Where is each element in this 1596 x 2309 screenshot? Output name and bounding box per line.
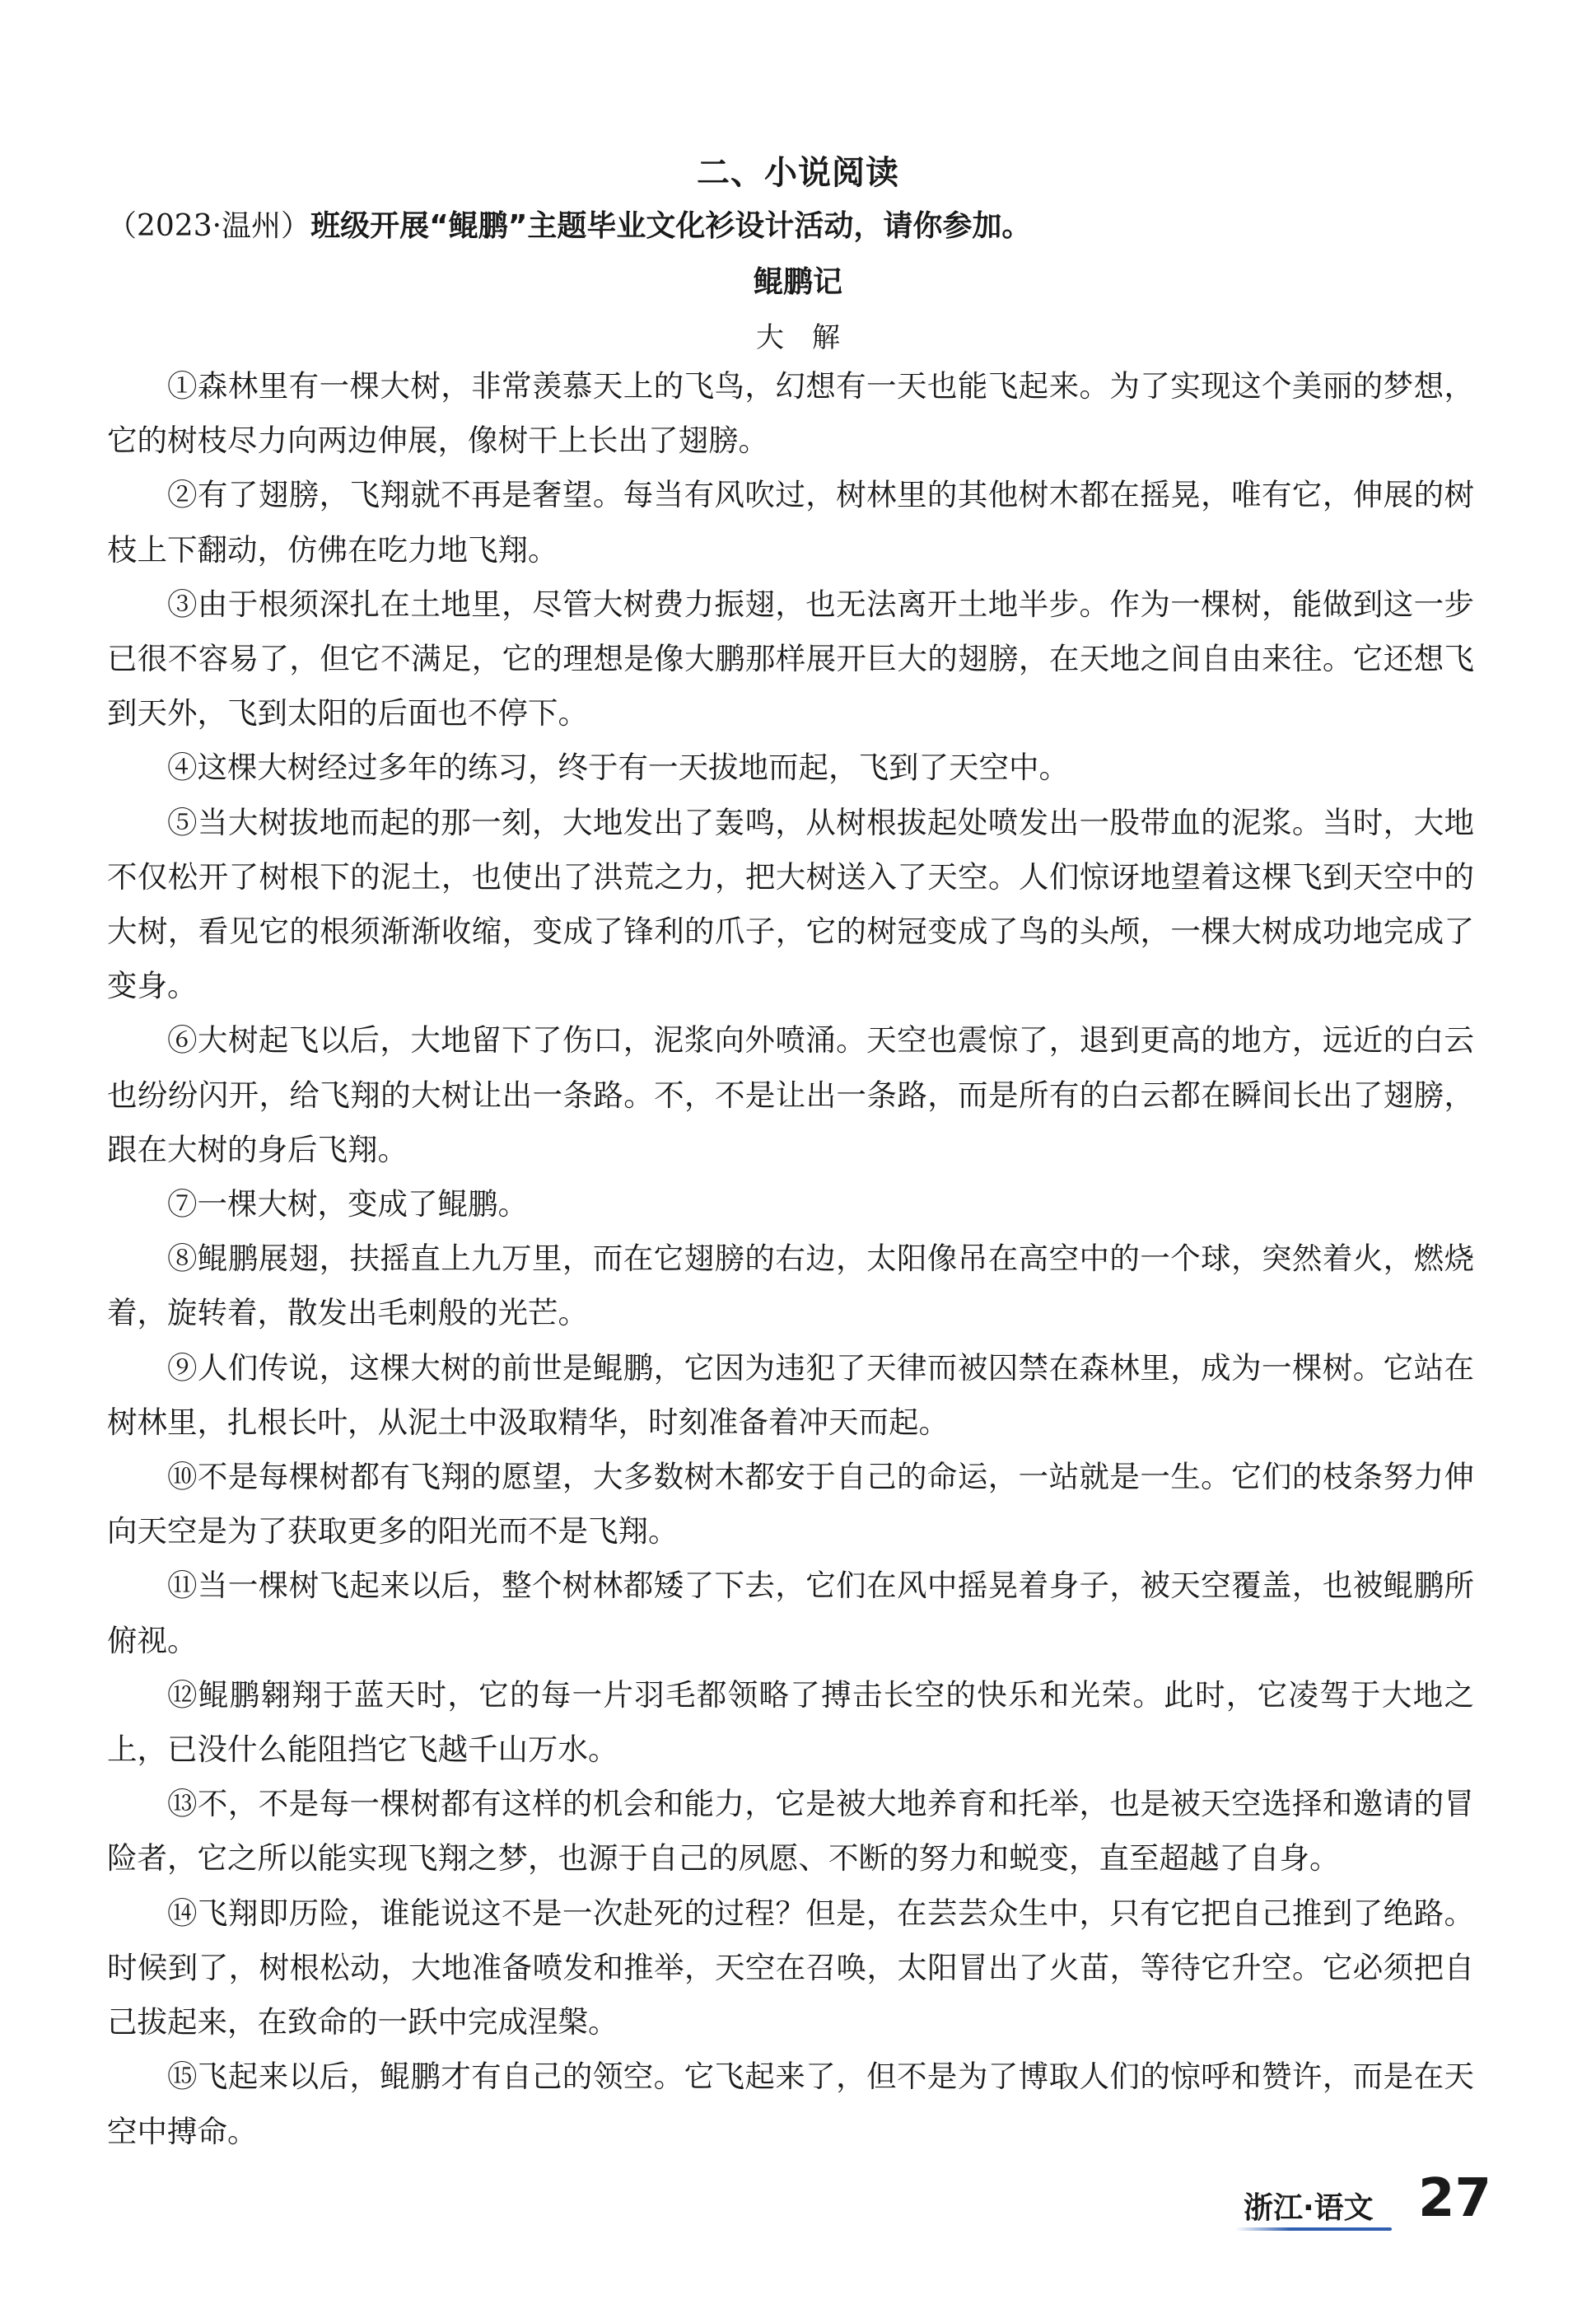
- question-intro: [107, 203, 1507, 245]
- paragraph-8: ⑧鲲鹏展翅，扶摇直上九万里，而在它翅膀的右边，太阳像吊在高空中的一个球，突然着火，燃烧着，旋转着，散发出毛刺般的光芒。: [107, 1241, 1474, 1331]
- paragraph-15: ⑮飞起来以后，鲲鹏才有自己的领空。它飞起来了，但不是为了博取人们的惊呼和赞许，而是在天空中搏命。: [107, 2059, 1474, 2149]
- story-title: 鲲鹏记: [753, 265, 842, 299]
- story-author: 大解: [756, 321, 868, 354]
- paragraph-3: ③由于根须深扎在土地里，尽管大树费力振翅，也无法离开土地半步。作为一棵树，能做到这一步已很不容易了，但它不满足，它的理想是像大鹏那样展开巨大的翅膀，在天地之间自由来往。它还想飞到天外，飞到太阳的后面也不停下。: [107, 586, 1474, 731]
- paragraph-13: ⑬不，不是每一棵树都有这样的机会和能力，它是被大地养育和托举，也是被天空选择和邀请的冒险者，它之所以能实现飞翔之梦，也源于自己的夙愿、不断的努力和蜕变，直至超越了自身。: [107, 1786, 1474, 1877]
- page-footer: [1235, 2168, 1499, 2239]
- footer-underline: [1235, 2227, 1392, 2231]
- paragraph-9: ⑨人们传说，这棵大树的前世是鲲鹏，它因为违犯了天律而被囚禁在森林里，成为一棵树。它站在树林里，扎根长叶，从泥土中汲取精华，时刻准备着冲天而起。: [107, 1349, 1474, 1440]
- paragraph-6: ⑥大树起飞以后，大地留下了伤口，泥浆向外喷涌。天空也震惊了，退到更高的地方，远近的白云也纷纷闪开，给飞翔的大树让出一条路。不，不是让出一条路，而是所有的白云都在瞬间长出了翅膀，跟在大树的身后飞翔。: [107, 1022, 1474, 1167]
- paragraph-14: ⑭飞翔即历险，谁能说这不是一次赴死的过程？但是，在芸芸众生中，只有它把自己推到了绝路。时候到了，树根松动，大地准备喷发和推举，天空在召唤，太阳冒出了火苗，等待它升空。它必须把自己拔起来，在致命的一跃中完成涅槃。: [107, 1895, 1474, 2040]
- book-label: 浙江·语文: [1244, 2191, 1374, 2225]
- paragraph-12: ⑫鲲鹏翱翔于蓝天时，它的每一片羽毛都领略了搏击长空的快乐和光荣。此时，它凌驾于大地之上，已没什么能阻挡它飞越千山万水。: [107, 1676, 1474, 1768]
- paragraph-1: ①森林里有一棵大树，非常羡慕天上的飞鸟，幻想有一天也能飞起来。为了实现这个美丽的梦想，它的树枝尽力向两边伸展，像树干上长出了翅膀。: [107, 368, 1474, 459]
- paragraph-4: ④这棵大树经过多年的练习，终于有一天拔地而起，飞到了天空中。: [167, 750, 1069, 786]
- story-body: [107, 359, 1474, 2159]
- page-number: 27: [1418, 2168, 1492, 2229]
- exam-source: （2023·温州）: [107, 209, 311, 243]
- paragraph-2: ②有了翅膀，飞翔就不再是奢望。每当有风吹过，树林里的其他树木都在摇晃，唯有它，伸展的树枝上下翻动，仿佛在吃力地飞翔。: [107, 477, 1474, 568]
- paragraph-7: ⑦一棵大树，变成了鲲鹏。: [167, 1186, 528, 1222]
- task-instruction: 班级开展“鲲鹏”主题毕业文化衫设计活动，请你参加。: [310, 209, 1032, 243]
- paragraph-10: ⑩不是每棵树都有飞翔的愿望，大多数树木都安于自己的命运，一站就是一生。它们的枝条努力伸向天空是为了获取更多的阳光而不是飞翔。: [107, 1459, 1474, 1549]
- paragraph-11: ⑪当一棵树飞起来以后，整个树林都矮了下去，它们在风中摇晃着身子，被天空覆盖，也被鲲鹏所俯视。: [107, 1568, 1474, 1658]
- section-title: 二、小说阅读: [697, 154, 899, 192]
- paragraph-5: ⑤当大树拔地而起的那一刻，大地发出了轰鸣，从树根拔起处喷发出一股带血的泥浆。当时，大地不仅松开了树根下的泥土，也使出了洪荒之力，把大树送入了天空。人们惊讶地望着这棵飞到天空中的大树，看见它的根须渐渐收缩，变成了锋利的爪子，它的树冠变成了鸟的头颅，一棵大树成功地完成了变身。: [107, 804, 1474, 1004]
